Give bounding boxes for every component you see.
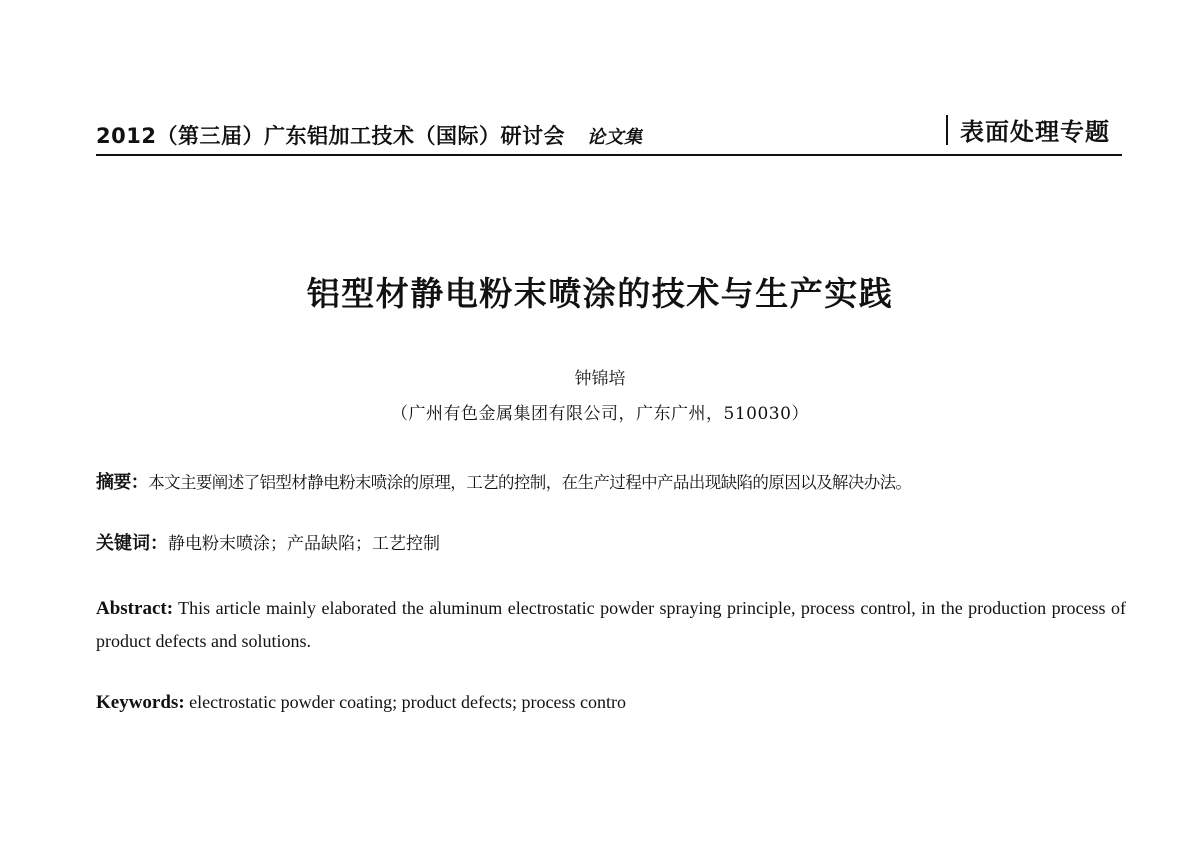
keywords-en (96, 686, 1126, 719)
abstract-zh-text: 本文主要阐述了铝型材静电粉末喷涂的原理，工艺的控制，在生产过程中产品出现缺陷的原因以及解决办法。 (148, 473, 912, 492)
abstract-en-label: Abstract: (96, 598, 174, 619)
section-name: 表面处理专题 (960, 118, 1110, 146)
author-name: 钟锦培 (574, 369, 626, 389)
abstract-en (96, 592, 1126, 657)
keywords-zh (96, 528, 1126, 560)
running-header (96, 112, 1122, 152)
paper-title: 铝型材静电粉末喷涂的技术与生产实践 (306, 274, 894, 313)
conference-name: 2012（第三届）广东铝加工技术（国际）研讨会 (96, 124, 565, 148)
header-rule (96, 154, 1122, 156)
abstract-zh-label: 摘要： (96, 472, 149, 493)
section-divider (946, 115, 948, 145)
proceedings-label: 论文集 (586, 127, 643, 148)
keywords-en-label: Keywords: (96, 692, 185, 713)
keywords-zh-label: 关键词： (96, 533, 168, 554)
abstract-en-text: This article mainly elaborated the aluminum electrostatic powder spraying principle, process control, in the production process of product defects and solutions. (96, 598, 1126, 651)
section-header (946, 112, 1110, 147)
conference-header (96, 120, 642, 150)
author-affiliation: （广州有色金属集团有限公司，广东广州，510030） (391, 404, 809, 424)
keywords-zh-text: 静电粉末喷涂；产品缺陷；工艺控制 (168, 534, 440, 554)
abstract-zh (96, 467, 1126, 499)
keywords-en-text: electrostatic powder coating; product defects; process contro (189, 692, 626, 712)
